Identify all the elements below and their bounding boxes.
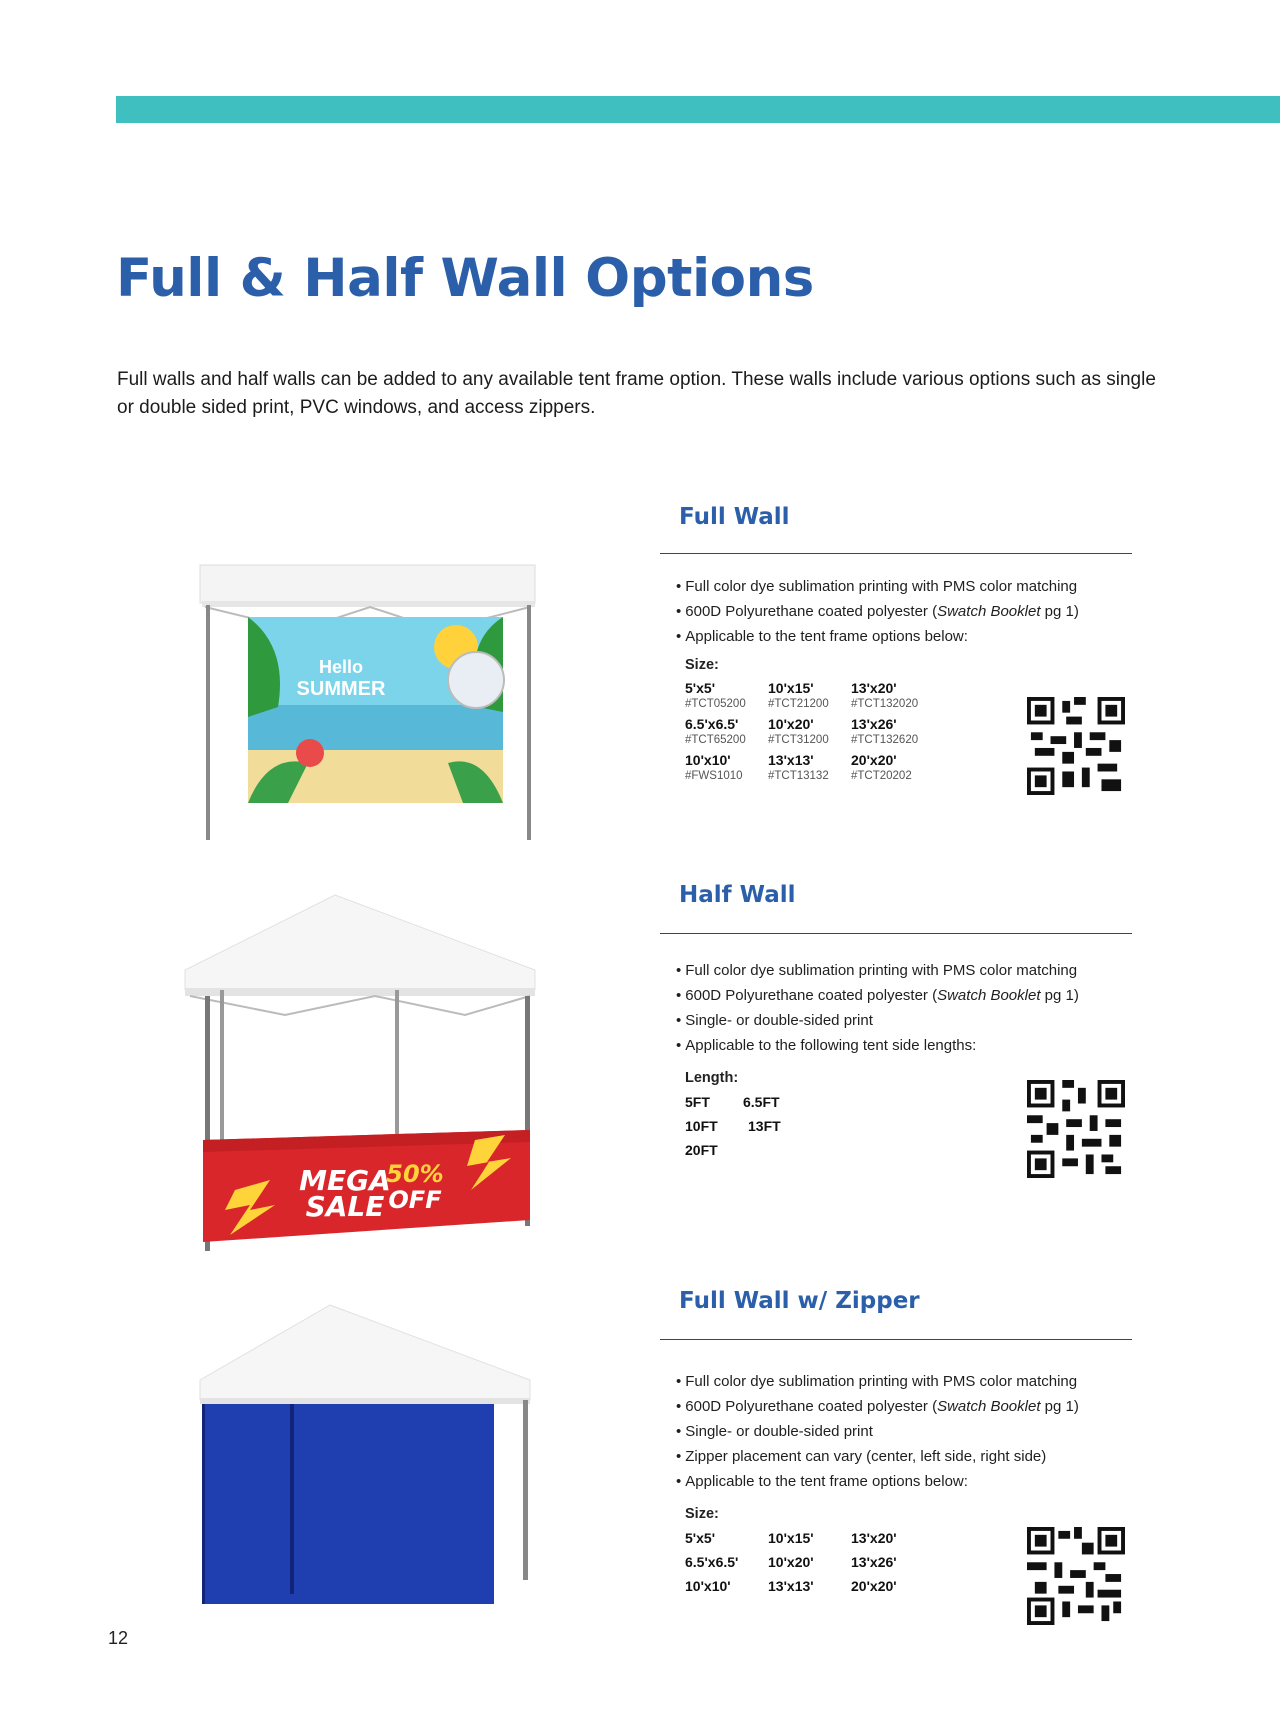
full-wall-size-label: Size: (685, 657, 719, 673)
size-option: 13'x20' #TCT132020 (851, 680, 919, 710)
feature-item: • Single- or double-sided print (676, 1419, 1079, 1444)
feature-item: • Zipper placement can vary (center, left side, right side) (676, 1444, 1079, 1469)
size-option: 13'x13' (768, 1578, 814, 1594)
half-wall-banner-line4: OFF (388, 1186, 442, 1214)
feature-item: • Single- or double-sided print (676, 1008, 1079, 1033)
half-wall-features (676, 958, 1079, 1058)
page-title: Full & Half Wall Options (116, 248, 814, 309)
zipper-wall-size-grid (685, 1530, 941, 1595)
zipper-wall-features (676, 1369, 1079, 1494)
size-option: 5'x5' (685, 1530, 716, 1546)
full-wall-banner-line1: Hello (318, 657, 364, 677)
zipper-wall-tent-image (190, 1300, 540, 1610)
size-option: 10'x15' #TCT21200 (768, 680, 829, 710)
feature-item: • 600D Polyurethane coated polyester (Swatch Booklet pg 1) (676, 599, 1079, 624)
feature-item: • Full color dye sublimation printing with PMS color matching (676, 574, 1079, 599)
zipper-wall-heading: Full Wall w/ Zipper (679, 1288, 920, 1314)
half-wall-banner-line2: SALE (305, 1190, 385, 1223)
half-wall-banner-line1: MEGA (299, 1164, 391, 1197)
size-option: 10'x10' (685, 1578, 731, 1594)
full-wall-tent-image (180, 555, 550, 845)
length-option: 20FT (685, 1142, 718, 1158)
size-option: 6.5'x6.5' #TCT65200 (685, 716, 746, 746)
page-number: 12 (108, 1628, 129, 1648)
size-option: 20'x20' (851, 1578, 897, 1594)
size-option: 10'x10' #FWS1010 (685, 752, 743, 782)
feature-item: • 600D Polyurethane coated polyester (Swatch Booklet pg 1) (676, 1394, 1079, 1419)
full-wall-size-grid (685, 680, 941, 784)
feature-item: • Applicable to the following tent side lengths: (676, 1033, 1079, 1058)
size-option: 20'x20' #TCT20202 (851, 752, 912, 782)
half-wall-length-grid (685, 1094, 803, 1159)
size-option: 6.5'x6.5' (685, 1554, 739, 1570)
length-option: 10FT (685, 1118, 718, 1134)
zipper-wall-panel (202, 1404, 494, 1604)
half-wall-heading: Half Wall (679, 882, 796, 908)
feature-item: • Full color dye sublimation printing with PMS color matching (676, 1369, 1079, 1394)
half-wall-banner-line3: 50% (386, 1160, 444, 1188)
intro-paragraph: Full walls and half walls can be added to any available tent frame option. These walls include various options such as single or double sided print, PVC windows, and access zippers. (117, 369, 1156, 418)
size-option: 10'x20' (768, 1554, 814, 1570)
zipper-wall-divider (660, 1339, 1132, 1340)
half-wall-qr-code[interactable] (1027, 1080, 1125, 1178)
zipper-wall-qr-code[interactable] (1027, 1527, 1125, 1625)
size-option: 5'x5' #TCT05200 (685, 680, 746, 710)
full-wall-heading: Full Wall (679, 504, 790, 530)
length-option: 13FT (748, 1118, 781, 1134)
feature-item: • Applicable to the tent frame options below: (676, 624, 1079, 649)
feature-item: • 600D Polyurethane coated polyester (Swatch Booklet pg 1) (676, 983, 1079, 1008)
half-wall-divider (660, 933, 1132, 934)
size-option: 10'x15' (768, 1530, 814, 1546)
size-option: 13'x13' #TCT13132 (768, 752, 829, 782)
size-option: 13'x26' (851, 1554, 897, 1570)
full-wall-features (676, 574, 1079, 649)
full-wall-qr-code[interactable] (1027, 697, 1125, 795)
size-option: 13'x20' (851, 1530, 897, 1546)
length-option: 6.5FT (743, 1094, 780, 1110)
feature-item: • Applicable to the tent frame options below: (676, 1469, 1079, 1494)
header-accent-bar (116, 96, 1280, 123)
full-wall-divider (660, 553, 1132, 554)
half-wall-tent-image (175, 890, 545, 1260)
full-wall-banner-line2: SUMMER (296, 678, 386, 700)
size-option: 10'x20' #TCT31200 (768, 716, 829, 746)
zipper-wall-size-label: Size: (685, 1506, 719, 1522)
feature-item: • Full color dye sublimation printing with PMS color matching (676, 958, 1079, 983)
half-wall-length-label: Length: (685, 1070, 739, 1086)
size-option: 13'x26' #TCT132620 (851, 716, 919, 746)
length-option: 5FT (685, 1094, 710, 1110)
